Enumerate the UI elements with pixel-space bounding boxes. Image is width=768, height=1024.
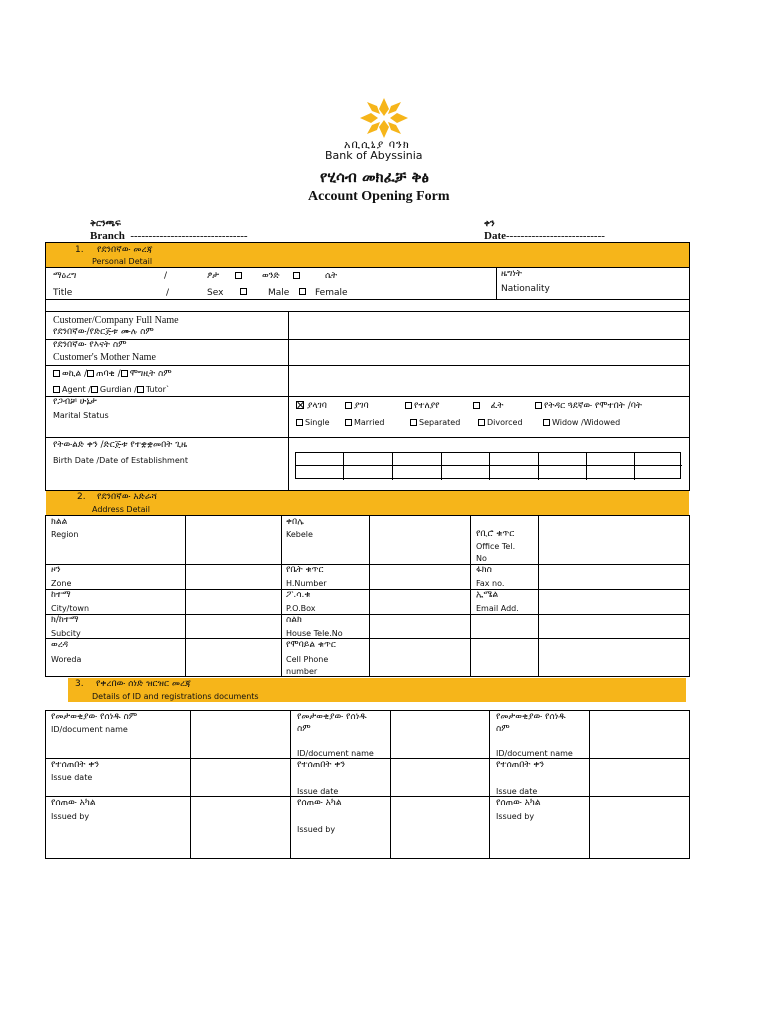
birth-date-label-amharic: የትውልድ ቀን /ድርጅቱ የተቋቋመበት ጊዜ [53, 440, 188, 450]
separated-label-amharic: የተለያየ [414, 401, 440, 411]
separated-checkbox[interactable] [410, 419, 417, 426]
doc-name-label-amharic-tail: ስም [297, 724, 311, 734]
male-checkbox[interactable] [299, 288, 306, 295]
zone-label-amharic: ዞን [51, 565, 61, 575]
widow-label: Widow /Widowed [552, 418, 621, 427]
agent-label: Agent / [62, 385, 91, 394]
doc-name-label: ID/document name [496, 749, 573, 758]
agent-checkbox[interactable] [53, 370, 60, 377]
title-label: Title [53, 288, 73, 298]
doc-name-label: ID/document name [51, 725, 128, 734]
mother-name-label-amharic: የደንበኛው የእናት ስም [53, 340, 127, 350]
issue-date-label: Issue date [297, 787, 339, 796]
date-fill-line[interactable]: --------------------------- [506, 230, 605, 242]
office-tel-label-line2: No [476, 554, 487, 563]
single-label: Single [305, 418, 330, 427]
tutor-label: Tutor` [145, 385, 170, 394]
agent-checkbox[interactable] [53, 386, 60, 393]
office-tel-label-amharic: የቢሮ ቁጥር [476, 529, 515, 539]
email-label: Email Add. [476, 604, 519, 613]
fullname-label: Customer/Company Full Name [53, 315, 179, 326]
section-number: 3. [75, 679, 84, 689]
email-label-amharic: ኢሜል [476, 590, 499, 600]
section-number: 1. [75, 245, 84, 255]
single-checkbox-checked-icon[interactable] [296, 401, 304, 409]
fax-label-amharic: ፋክስ [476, 565, 492, 575]
married-label: Married [354, 418, 385, 427]
marital-label: Marital Status [53, 411, 109, 420]
marital-separated-amharic [405, 401, 440, 412]
section-title-amharic: የቀረበው ሰነድ ዝርዝር መረጃ [96, 679, 191, 689]
issue-date-label: Issue date [51, 773, 93, 782]
branch-fill-line[interactable]: -------------------------------- [130, 230, 248, 242]
guardian-checkbox[interactable] [91, 386, 98, 393]
widow-checkbox[interactable] [543, 419, 550, 426]
form-title-english: Account Opening Form [308, 189, 450, 204]
agent-row-amharic [53, 369, 172, 380]
city-label: City/town [51, 604, 90, 613]
married-label-amharic: ያገባ [354, 401, 369, 411]
kebele-label-amharic: ቀበሌ [286, 517, 304, 527]
tutor-label-amharic: ሞግዚት ስም [129, 369, 172, 379]
section-title-amharic: የደንበኛው አድራሻ [97, 492, 157, 502]
marital-divorced-amharic [473, 401, 503, 412]
birth-date-label: Birth Date /Date of Establishment [53, 456, 188, 465]
sex-label-amharic: ፆታ [207, 271, 220, 281]
widow-label-amharic: የትዳር ጓደኛው የሞተበት /ባት [544, 401, 642, 411]
issue-date-label: Issue date [496, 787, 538, 796]
title-label-amharic: ማዕረግ [53, 271, 77, 281]
issue-date-label-amharic: የተሰጠበት ቀን [51, 760, 100, 770]
separated-checkbox[interactable] [405, 402, 412, 409]
single-label-amharic: ያላገባ [307, 401, 327, 411]
bank-name-english: Bank of Abyssinia [325, 149, 423, 162]
marital-widow [543, 417, 620, 428]
title-slash: / [164, 271, 168, 281]
mother-name-label: Customer's Mother Name [53, 352, 156, 363]
house-tel-label: House Tele.No [286, 629, 343, 638]
section-number: 2. [77, 492, 86, 502]
divorced-label-amharic: ፈት [490, 401, 504, 411]
fax-label: Fax no. [476, 579, 505, 588]
cell-phone-label-line2: number [286, 667, 318, 676]
cell-phone-label-amharic: የሞባይል ቁጥር [286, 640, 336, 650]
agent-label-amharic: ወኪል / [62, 369, 88, 379]
issued-by-label-amharic: የሰጠው አካል [496, 798, 541, 808]
marital-married-amharic [345, 401, 369, 412]
sex-label: Sex [207, 288, 224, 298]
pobox-label-amharic: ፖ.ሳ.ቁ [286, 590, 311, 600]
separated-label: Separated [419, 418, 461, 427]
fullname-label-amharic: የደንበኛው/የድርጅቱ ሙሉ ስም [53, 327, 154, 337]
divorced-checkbox[interactable] [478, 419, 485, 426]
region-label-amharic: ክልል [51, 517, 68, 527]
city-label-amharic: ከተማ [51, 590, 71, 600]
zone-label: Zone [51, 579, 72, 588]
issue-date-label-amharic: የተሰጠበት ቀን [297, 760, 346, 770]
issued-by-label-amharic: የሰጠው አካል [51, 798, 96, 808]
divorced-label: Divorced [487, 418, 523, 427]
sex-checkbox-top[interactable] [235, 272, 242, 279]
marital-widow-amharic [535, 401, 642, 412]
bank-logo-icon [358, 96, 410, 140]
doc-name-label-amharic: የመታወቂያው የሰነዱ [496, 712, 566, 722]
house-number-label-amharic: የቤት ቁጥር [286, 565, 324, 575]
issue-date-label-amharic: የተሰጠበት ቀን [496, 760, 545, 770]
sex-checkbox[interactable] [240, 288, 247, 295]
female-label-amharic: ሴት [325, 271, 338, 281]
marital-separated [410, 417, 460, 428]
male-label-amharic: ወንድ [262, 271, 280, 281]
mother-name-field[interactable] [289, 340, 689, 365]
date-label-text: Date [484, 230, 506, 242]
cell-phone-label: Cell Phone [286, 655, 329, 664]
pobox-label: P.O.Box [286, 604, 316, 613]
marital-married [345, 417, 384, 428]
nationality-label-amharic: ዜግነት [501, 269, 522, 279]
marital-divorced [478, 417, 523, 428]
divorced-checkbox[interactable] [473, 402, 480, 409]
issued-by-label: Issued by [51, 812, 90, 821]
birth-date-boxes[interactable] [295, 452, 681, 479]
woreda-label: Woreda [51, 655, 82, 664]
marital-label-amharic: የጋብቻ ሁኔታ [53, 397, 97, 407]
form-title-amharic: የሂሳብ መክፈቻ ቅፅ [320, 168, 429, 186]
section-title: Address Detail [92, 505, 150, 514]
fullname-field[interactable] [289, 312, 689, 339]
section-title: Details of ID and registrations documents [92, 692, 259, 701]
subcity-label-amharic: ክ/ከተማ [51, 615, 79, 625]
subcity-label: Subcity [51, 629, 81, 638]
married-checkbox[interactable] [345, 419, 352, 426]
guardian-checkbox[interactable] [87, 370, 94, 377]
house-tel-label-amharic: ስልክ [286, 615, 302, 625]
section-title-amharic: የደንበኛው መረጃ [97, 245, 153, 255]
woreda-label-amharic: ወረዳ [51, 640, 69, 650]
doc-name-label: ID/document name [297, 749, 374, 758]
tutor-checkbox[interactable] [137, 386, 144, 393]
married-checkbox[interactable] [345, 402, 352, 409]
widow-checkbox[interactable] [535, 402, 542, 409]
male-label: Male [268, 288, 290, 298]
title-slash: / [166, 288, 170, 298]
house-number-label: H.Number [286, 579, 327, 588]
date-label-amharic: ቀን [484, 219, 495, 229]
issued-by-label-amharic: የሰጠው አካል [297, 798, 342, 808]
agent-row [53, 384, 170, 395]
guardian-label: Gurdian / [99, 385, 137, 394]
branch-label-text: Branch [90, 230, 125, 242]
bank-name-amharic: አቢሲኒያ ባንክ [344, 138, 410, 151]
tutor-checkbox[interactable] [121, 370, 128, 377]
branch-label-amharic: ቅርንጫፍ [90, 219, 121, 229]
marital-single [296, 417, 330, 428]
single-checkbox[interactable] [296, 419, 303, 426]
nationality-label: Nationality [501, 284, 550, 294]
doc-name-label-amharic: የመታወቂያው የሰነዱ [297, 712, 367, 722]
guardian-label-amharic: ጠባቂ / [96, 369, 121, 379]
female-label: Female [315, 288, 348, 298]
doc-name-label-amharic-tail: ስም [496, 724, 510, 734]
issued-by-label: Issued by [496, 812, 535, 821]
issued-by-label: Issued by [297, 825, 336, 834]
doc-name-label-amharic: የመታወቂያው የሰነዱ ስም [51, 712, 138, 722]
male-checkbox-top[interactable] [293, 272, 300, 279]
region-label: Region [51, 530, 79, 539]
marital-single-amharic [296, 401, 327, 412]
office-tel-label: Office Tel. [476, 542, 516, 551]
section-title: Personal Detail [92, 257, 153, 266]
kebele-label: Kebele [286, 530, 313, 539]
